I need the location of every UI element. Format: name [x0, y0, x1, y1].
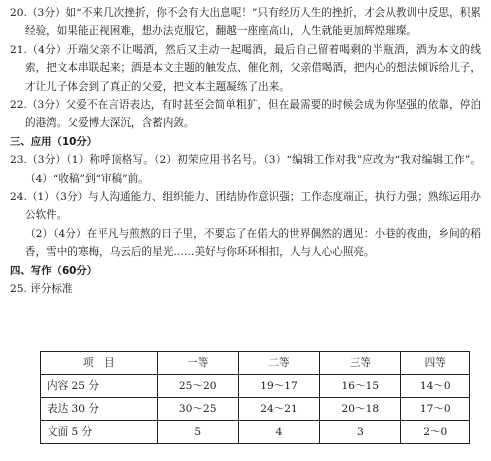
table-cell: 17～0: [401, 398, 470, 421]
answer-q24-part2: （2）（4分）在平凡与煎熬的日子里，不要忘了在偌大的世界偶然的遇见：小巷的夜曲，乡间的稻香，雪中的寒梅，乌云后的星光……美好与你环环相扣，人与人心心照亮。: [25, 227, 481, 259]
table-row: [41, 375, 470, 398]
q25-label: 25. 评分标准: [10, 283, 73, 296]
table-cell: 24～21: [238, 398, 319, 421]
answer-q23: 23.（3分）（1）称呼顶格写。（2）初荣应用书名号。（3）“编辑工作对我”应改为“我对编辑工作”。（4）“收稿”到“审稿”前。: [10, 154, 481, 185]
table-header-cell: 二等: [238, 352, 319, 375]
scoring-table: [40, 351, 470, 444]
table-header-cell: 一等: [157, 352, 238, 375]
table-cell: 4: [238, 421, 319, 444]
table-cell: 5: [157, 421, 238, 444]
table-cell: 3: [320, 421, 401, 444]
table-cell: 16～15: [320, 375, 401, 398]
answer-q22: 22.（3分）父爱不在言语表达，有时甚至会简单粗犷，但在最需要的时候会成为你坚强的依靠，停泊的港湾。父爱博大深沉，含蓄内敛。: [10, 99, 481, 130]
table-row: [41, 421, 470, 444]
table-cell: 内容 25 分: [41, 375, 158, 398]
table-cell: 25～20: [157, 375, 238, 398]
table-header-cell: 三等: [320, 352, 401, 375]
table-cell: 30～25: [157, 398, 238, 421]
table-row: [41, 398, 470, 421]
table-header-cell: 项 目: [41, 352, 158, 375]
table-cell: 20～18: [320, 398, 401, 421]
table-header-cell: 四等: [401, 352, 470, 375]
table-cell: 2～0: [401, 421, 470, 444]
table-cell: 14～0: [401, 375, 470, 398]
table-header-row: [41, 352, 470, 375]
answer-q21: 21.（4分）开端父亲不让喝酒，然后又主动一起喝酒，最后自己留着喝剩的半瓶酒，酒为本文的线索，把文本串联起来；酒是本文主题的触发点、催化剂，父亲借喝酒，把内心的想法倾诉给儿子，才让儿子体会到了真正的父爱，把文本主题凝练了出来。: [10, 43, 481, 93]
answer-q24-part1: 24.（1）（3分）与人沟通能力、组织能力、团结协作意识强；工作态度端正，执行力强；熟练运用办公软件。: [10, 191, 481, 222]
table-cell: 文面 5 分: [41, 421, 158, 444]
table-cell: 表达 30 分: [41, 398, 158, 421]
table-cell: 19～17: [238, 375, 319, 398]
answer-q20: 20.（3分）如“不来几次挫折，你不会有大出息呢！”只有经历人生的挫折，才会从教训中反思，积累经验，如果能正视困难，想办法克服它，翻越一座座高山，人生就能更加辉煌璀璨。: [10, 7, 481, 38]
section-heading-writing: 四、写作（60分）: [10, 264, 98, 277]
section-heading-application: 三、应用（10分）: [10, 135, 98, 148]
